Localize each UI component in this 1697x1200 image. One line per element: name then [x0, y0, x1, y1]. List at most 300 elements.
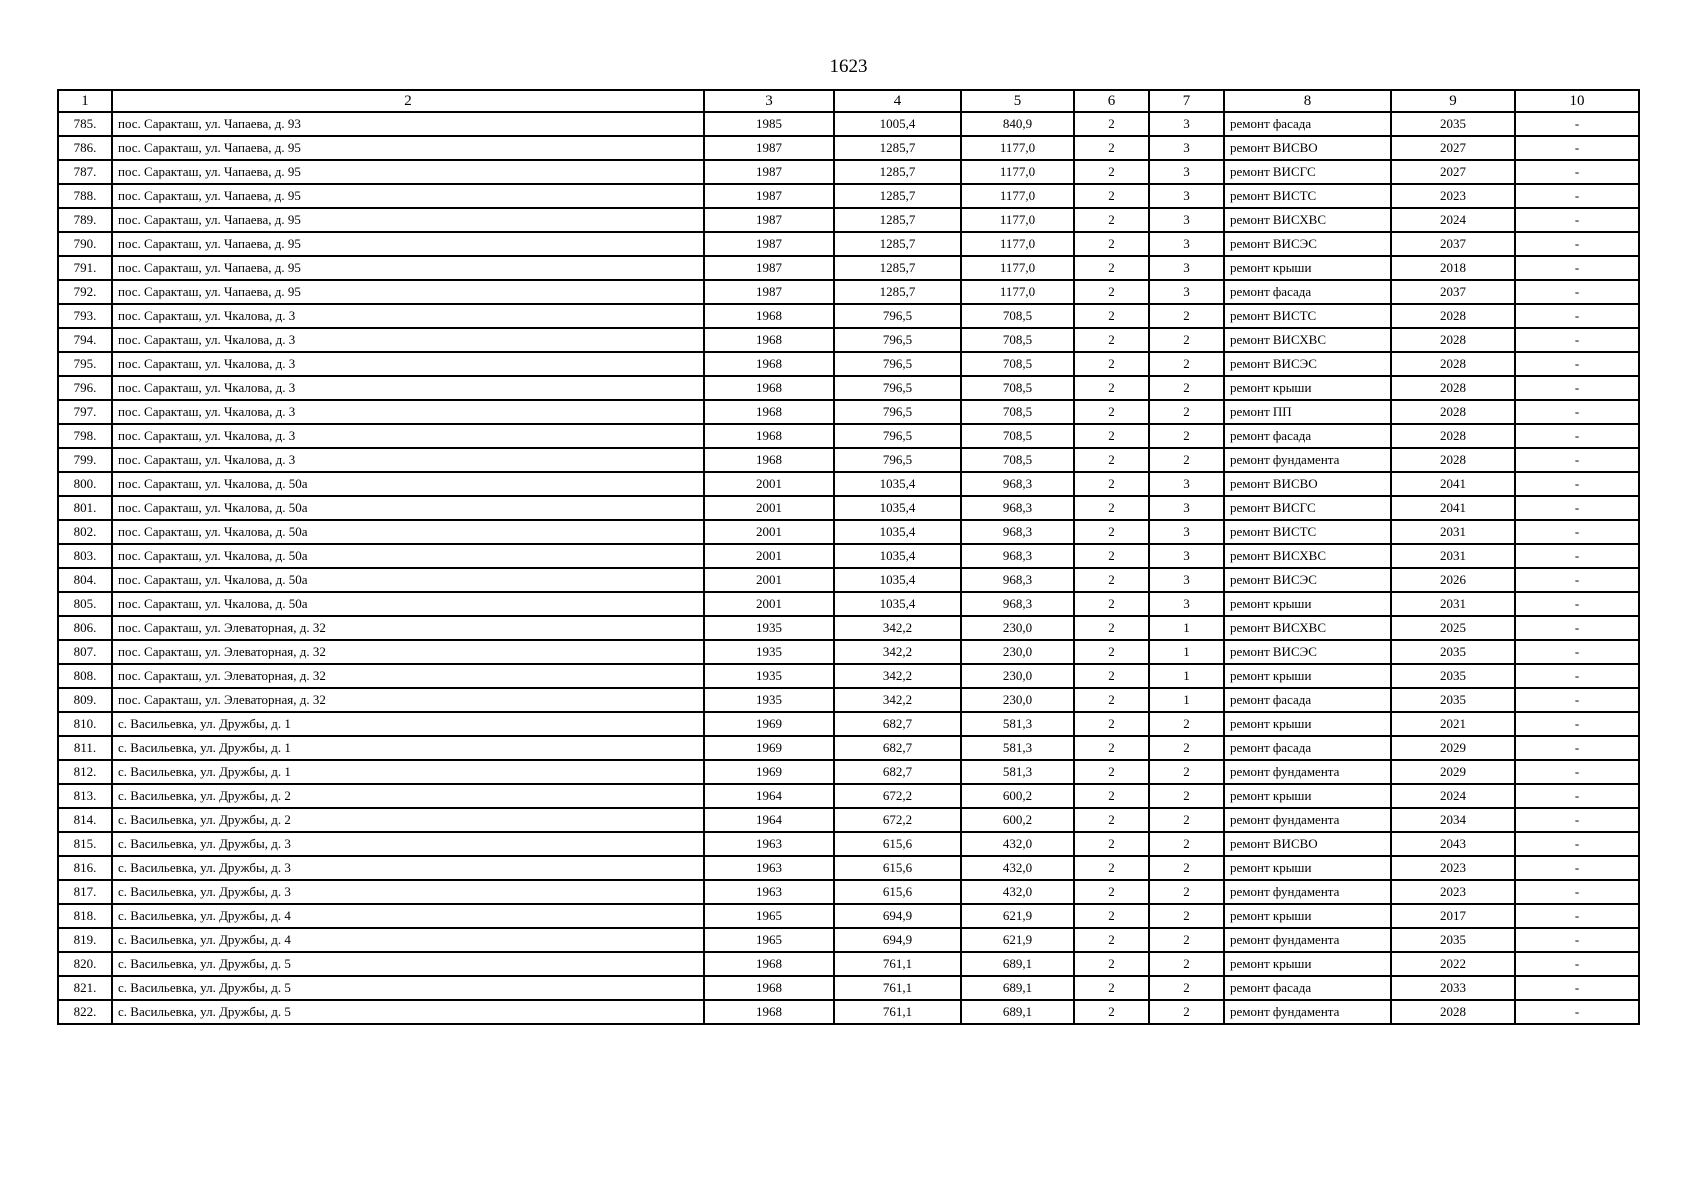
planned-year-cell: 2024 [1391, 784, 1515, 808]
total-area-cell: 796,5 [834, 304, 961, 328]
col-6-cell: 2 [1074, 832, 1149, 856]
header-cell-7: 7 [1149, 90, 1224, 112]
table-row [58, 736, 1639, 760]
col-10-cell: - [1515, 880, 1639, 904]
row-number-cell: 820. [58, 952, 112, 976]
col-7-cell: 3 [1149, 184, 1224, 208]
planned-year-cell: 2028 [1391, 304, 1515, 328]
table-row [58, 688, 1639, 712]
address-cell: пос. Саракташ, ул. Чапаева, д. 95 [112, 232, 704, 256]
table-row [58, 1000, 1639, 1024]
col-10-cell: - [1515, 232, 1639, 256]
row-number-cell: 814. [58, 808, 112, 832]
total-area-cell: 1035,4 [834, 520, 961, 544]
col-6-cell: 2 [1074, 976, 1149, 1000]
table-row [58, 400, 1639, 424]
col-10-cell: - [1515, 688, 1639, 712]
address-cell: с. Васильевка, ул. Дружбы, д. 2 [112, 784, 704, 808]
total-area-cell: 796,5 [834, 376, 961, 400]
col-7-cell: 2 [1149, 712, 1224, 736]
planned-year-cell: 2033 [1391, 976, 1515, 1000]
living-area-cell: 621,9 [961, 904, 1074, 928]
total-area-cell: 672,2 [834, 808, 961, 832]
year-built-cell: 1968 [704, 424, 834, 448]
work-type-cell: ремонт ВИСХВС [1224, 328, 1391, 352]
row-number-cell: 805. [58, 592, 112, 616]
work-type-cell: ремонт фундамента [1224, 808, 1391, 832]
table-row [58, 904, 1639, 928]
living-area-cell: 708,5 [961, 448, 1074, 472]
year-built-cell: 1935 [704, 688, 834, 712]
col-7-cell: 2 [1149, 904, 1224, 928]
total-area-cell: 615,6 [834, 856, 961, 880]
col-7-cell: 2 [1149, 736, 1224, 760]
total-area-cell: 761,1 [834, 952, 961, 976]
col-10-cell: - [1515, 520, 1639, 544]
address-cell: пос. Саракташ, ул. Чкалова, д. 3 [112, 448, 704, 472]
address-cell: пос. Саракташ, ул. Чкалова, д. 50а [112, 592, 704, 616]
total-area-cell: 342,2 [834, 664, 961, 688]
row-number-cell: 803. [58, 544, 112, 568]
col-6-cell: 2 [1074, 688, 1149, 712]
living-area-cell: 600,2 [961, 784, 1074, 808]
year-built-cell: 1964 [704, 808, 834, 832]
year-built-cell: 1964 [704, 784, 834, 808]
col-7-cell: 3 [1149, 472, 1224, 496]
col-10-cell: - [1515, 664, 1639, 688]
col-10-cell: - [1515, 496, 1639, 520]
living-area-cell: 708,5 [961, 400, 1074, 424]
row-number-cell: 822. [58, 1000, 112, 1024]
row-number-cell: 794. [58, 328, 112, 352]
row-number-cell: 815. [58, 832, 112, 856]
table-row [58, 232, 1639, 256]
year-built-cell: 1968 [704, 304, 834, 328]
col-7-cell: 3 [1149, 568, 1224, 592]
work-type-cell: ремонт фасада [1224, 976, 1391, 1000]
col-7-cell: 2 [1149, 304, 1224, 328]
col-10-cell: - [1515, 640, 1639, 664]
row-number-cell: 799. [58, 448, 112, 472]
total-area-cell: 342,2 [834, 640, 961, 664]
living-area-cell: 1177,0 [961, 160, 1074, 184]
col-10-cell: - [1515, 352, 1639, 376]
year-built-cell: 1965 [704, 904, 834, 928]
work-type-cell: ремонт крыши [1224, 712, 1391, 736]
work-type-cell: ремонт крыши [1224, 856, 1391, 880]
living-area-cell: 968,3 [961, 496, 1074, 520]
address-cell: пос. Саракташ, ул. Чкалова, д. 50а [112, 520, 704, 544]
work-type-cell: ремонт крыши [1224, 784, 1391, 808]
col-10-cell: - [1515, 400, 1639, 424]
planned-year-cell: 2023 [1391, 856, 1515, 880]
total-area-cell: 615,6 [834, 832, 961, 856]
row-number-cell: 798. [58, 424, 112, 448]
total-area-cell: 1285,7 [834, 256, 961, 280]
living-area-cell: 968,3 [961, 520, 1074, 544]
address-cell: с. Васильевка, ул. Дружбы, д. 2 [112, 808, 704, 832]
col-10-cell: - [1515, 424, 1639, 448]
table-row [58, 784, 1639, 808]
year-built-cell: 1969 [704, 712, 834, 736]
table-row [58, 256, 1639, 280]
table-row [58, 712, 1639, 736]
living-area-cell: 840,9 [961, 112, 1074, 136]
year-built-cell: 1987 [704, 184, 834, 208]
col-10-cell: - [1515, 184, 1639, 208]
work-type-cell: ремонт ВИСТС [1224, 520, 1391, 544]
work-type-cell: ремонт ВИСВО [1224, 832, 1391, 856]
row-number-cell: 817. [58, 880, 112, 904]
table-row [58, 472, 1639, 496]
living-area-cell: 432,0 [961, 856, 1074, 880]
living-area-cell: 1177,0 [961, 256, 1074, 280]
table-row [58, 208, 1639, 232]
col-6-cell: 2 [1074, 568, 1149, 592]
col-7-cell: 3 [1149, 112, 1224, 136]
year-built-cell: 1968 [704, 352, 834, 376]
total-area-cell: 1005,4 [834, 112, 961, 136]
year-built-cell: 1968 [704, 1000, 834, 1024]
living-area-cell: 600,2 [961, 808, 1074, 832]
col-6-cell: 2 [1074, 352, 1149, 376]
address-cell: пос. Саракташ, ул. Чкалова, д. 50а [112, 544, 704, 568]
address-cell: пос. Саракташ, ул. Элеваторная, д. 32 [112, 616, 704, 640]
planned-year-cell: 2034 [1391, 808, 1515, 832]
total-area-cell: 342,2 [834, 616, 961, 640]
col-10-cell: - [1515, 376, 1639, 400]
row-number-cell: 806. [58, 616, 112, 640]
col-6-cell: 2 [1074, 136, 1149, 160]
year-built-cell: 1987 [704, 136, 834, 160]
address-cell: пос. Саракташ, ул. Чапаева, д. 95 [112, 160, 704, 184]
total-area-cell: 796,5 [834, 424, 961, 448]
planned-year-cell: 2029 [1391, 736, 1515, 760]
address-cell: с. Васильевка, ул. Дружбы, д. 1 [112, 712, 704, 736]
year-built-cell: 1968 [704, 952, 834, 976]
total-area-cell: 761,1 [834, 976, 961, 1000]
total-area-cell: 1035,4 [834, 592, 961, 616]
total-area-cell: 1285,7 [834, 136, 961, 160]
col-6-cell: 2 [1074, 448, 1149, 472]
year-built-cell: 1963 [704, 832, 834, 856]
address-cell: пос. Саракташ, ул. Чкалова, д. 3 [112, 352, 704, 376]
planned-year-cell: 2035 [1391, 664, 1515, 688]
address-cell: пос. Саракташ, ул. Чапаева, д. 93 [112, 112, 704, 136]
col-7-cell: 3 [1149, 544, 1224, 568]
living-area-cell: 581,3 [961, 736, 1074, 760]
year-built-cell: 1985 [704, 112, 834, 136]
planned-year-cell: 2031 [1391, 520, 1515, 544]
table-row [58, 616, 1639, 640]
col-10-cell: - [1515, 784, 1639, 808]
table-row [58, 160, 1639, 184]
planned-year-cell: 2043 [1391, 832, 1515, 856]
total-area-cell: 1285,7 [834, 232, 961, 256]
address-cell: пос. Саракташ, ул. Элеваторная, д. 32 [112, 640, 704, 664]
table-row [58, 328, 1639, 352]
table-row [58, 304, 1639, 328]
row-number-cell: 807. [58, 640, 112, 664]
col-7-cell: 2 [1149, 1000, 1224, 1024]
col-7-cell: 2 [1149, 928, 1224, 952]
address-cell: с. Васильевка, ул. Дружбы, д. 3 [112, 880, 704, 904]
living-area-cell: 708,5 [961, 304, 1074, 328]
col-10-cell: - [1515, 808, 1639, 832]
row-number-cell: 800. [58, 472, 112, 496]
col-7-cell: 2 [1149, 856, 1224, 880]
table-row [58, 136, 1639, 160]
living-area-cell: 689,1 [961, 976, 1074, 1000]
address-cell: пос. Саракташ, ул. Чкалова, д. 3 [112, 376, 704, 400]
year-built-cell: 2001 [704, 592, 834, 616]
header-cell-8: 8 [1224, 90, 1391, 112]
row-number-cell: 816. [58, 856, 112, 880]
work-type-cell: ремонт фундамента [1224, 448, 1391, 472]
address-cell: с. Васильевка, ул. Дружбы, д. 1 [112, 760, 704, 784]
address-cell: пос. Саракташ, ул. Чапаева, д. 95 [112, 136, 704, 160]
col-7-cell: 2 [1149, 976, 1224, 1000]
col-6-cell: 2 [1074, 904, 1149, 928]
address-cell: с. Васильевка, ул. Дружбы, д. 3 [112, 832, 704, 856]
work-type-cell: ремонт ВИСТС [1224, 304, 1391, 328]
address-cell: с. Васильевка, ул. Дружбы, д. 5 [112, 1000, 704, 1024]
year-built-cell: 1965 [704, 928, 834, 952]
row-number-cell: 801. [58, 496, 112, 520]
planned-year-cell: 2028 [1391, 400, 1515, 424]
col-10-cell: - [1515, 616, 1639, 640]
col-10-cell: - [1515, 592, 1639, 616]
col-10-cell: - [1515, 1000, 1639, 1024]
living-area-cell: 708,5 [961, 424, 1074, 448]
year-built-cell: 1987 [704, 280, 834, 304]
year-built-cell: 1963 [704, 856, 834, 880]
address-cell: пос. Саракташ, ул. Элеваторная, д. 32 [112, 664, 704, 688]
year-built-cell: 1969 [704, 760, 834, 784]
work-type-cell: ремонт ВИСХВС [1224, 544, 1391, 568]
work-type-cell: ремонт ВИСХВС [1224, 208, 1391, 232]
planned-year-cell: 2041 [1391, 496, 1515, 520]
col-10-cell: - [1515, 544, 1639, 568]
work-type-cell: ремонт ВИСЭС [1224, 232, 1391, 256]
address-cell: с. Васильевка, ул. Дружбы, д. 3 [112, 856, 704, 880]
planned-year-cell: 2022 [1391, 952, 1515, 976]
page-number: 1623 [829, 56, 868, 77]
address-cell: с. Васильевка, ул. Дружбы, д. 4 [112, 928, 704, 952]
total-area-cell: 1035,4 [834, 496, 961, 520]
col-7-cell: 2 [1149, 952, 1224, 976]
row-number-cell: 813. [58, 784, 112, 808]
table-row [58, 568, 1639, 592]
address-cell: с. Васильевка, ул. Дружбы, д. 1 [112, 736, 704, 760]
work-type-cell: ремонт ВИСТС [1224, 184, 1391, 208]
col-10-cell: - [1515, 328, 1639, 352]
total-area-cell: 694,9 [834, 904, 961, 928]
work-type-cell: ремонт фасада [1224, 736, 1391, 760]
col-10-cell: - [1515, 928, 1639, 952]
total-area-cell: 682,7 [834, 760, 961, 784]
col-10-cell: - [1515, 760, 1639, 784]
planned-year-cell: 2024 [1391, 208, 1515, 232]
col-6-cell: 2 [1074, 232, 1149, 256]
work-type-cell: ремонт ВИСХВС [1224, 616, 1391, 640]
col-7-cell: 2 [1149, 376, 1224, 400]
col-7-cell: 3 [1149, 256, 1224, 280]
row-number-cell: 789. [58, 208, 112, 232]
address-cell: пос. Саракташ, ул. Чкалова, д. 50а [112, 568, 704, 592]
work-type-cell: ремонт ВИСГС [1224, 496, 1391, 520]
row-number-cell: 787. [58, 160, 112, 184]
year-built-cell: 2001 [704, 496, 834, 520]
total-area-cell: 694,9 [834, 928, 961, 952]
work-type-cell: ремонт ВИСВО [1224, 472, 1391, 496]
address-cell: с. Васильевка, ул. Дружбы, д. 4 [112, 904, 704, 928]
work-type-cell: ремонт фасада [1224, 112, 1391, 136]
planned-year-cell: 2018 [1391, 256, 1515, 280]
row-number-cell: 797. [58, 400, 112, 424]
table-row [58, 928, 1639, 952]
row-number-cell: 786. [58, 136, 112, 160]
work-type-cell: ремонт ВИСГС [1224, 160, 1391, 184]
address-cell: пос. Саракташ, ул. Чкалова, д. 50а [112, 472, 704, 496]
year-built-cell: 1935 [704, 616, 834, 640]
living-area-cell: 968,3 [961, 568, 1074, 592]
planned-year-cell: 2035 [1391, 112, 1515, 136]
table-row [58, 664, 1639, 688]
work-type-cell: ремонт ВИСЭС [1224, 352, 1391, 376]
col-6-cell: 2 [1074, 952, 1149, 976]
total-area-cell: 796,5 [834, 352, 961, 376]
header-cell-3: 3 [704, 90, 834, 112]
col-10-cell: - [1515, 976, 1639, 1000]
col-10-cell: - [1515, 304, 1639, 328]
living-area-cell: 708,5 [961, 376, 1074, 400]
col-7-cell: 2 [1149, 352, 1224, 376]
year-built-cell: 1969 [704, 736, 834, 760]
planned-year-cell: 2028 [1391, 376, 1515, 400]
row-number-cell: 796. [58, 376, 112, 400]
address-cell: пос. Саракташ, ул. Чапаева, д. 95 [112, 256, 704, 280]
col-7-cell: 2 [1149, 328, 1224, 352]
address-cell: с. Васильевка, ул. Дружбы, д. 5 [112, 952, 704, 976]
col-6-cell: 2 [1074, 304, 1149, 328]
col-7-cell: 2 [1149, 832, 1224, 856]
col-7-cell: 1 [1149, 616, 1224, 640]
planned-year-cell: 2027 [1391, 160, 1515, 184]
row-number-cell: 804. [58, 568, 112, 592]
col-6-cell: 2 [1074, 256, 1149, 280]
work-type-cell: ремонт ПП [1224, 400, 1391, 424]
work-type-cell: ремонт фасада [1224, 280, 1391, 304]
table-row [58, 352, 1639, 376]
year-built-cell: 1987 [704, 208, 834, 232]
row-number-cell: 809. [58, 688, 112, 712]
col-6-cell: 2 [1074, 784, 1149, 808]
table-row [58, 952, 1639, 976]
planned-year-cell: 2031 [1391, 592, 1515, 616]
col-10-cell: - [1515, 736, 1639, 760]
work-type-cell: ремонт крыши [1224, 592, 1391, 616]
row-number-cell: 785. [58, 112, 112, 136]
living-area-cell: 968,3 [961, 544, 1074, 568]
table-row [58, 376, 1639, 400]
col-6-cell: 2 [1074, 880, 1149, 904]
col-6-cell: 2 [1074, 280, 1149, 304]
header-cell-1: 1 [58, 90, 112, 112]
row-number-cell: 812. [58, 760, 112, 784]
planned-year-cell: 2025 [1391, 616, 1515, 640]
col-7-cell: 1 [1149, 664, 1224, 688]
table-row [58, 520, 1639, 544]
col-10-cell: - [1515, 832, 1639, 856]
work-type-cell: ремонт фундамента [1224, 880, 1391, 904]
col-6-cell: 2 [1074, 664, 1149, 688]
planned-year-cell: 2028 [1391, 352, 1515, 376]
col-6-cell: 2 [1074, 328, 1149, 352]
table-row [58, 832, 1639, 856]
work-type-cell: ремонт крыши [1224, 904, 1391, 928]
col-7-cell: 3 [1149, 496, 1224, 520]
table-row [58, 448, 1639, 472]
table-row [58, 496, 1639, 520]
total-area-cell: 1035,4 [834, 472, 961, 496]
col-7-cell: 2 [1149, 400, 1224, 424]
col-6-cell: 2 [1074, 544, 1149, 568]
living-area-cell: 230,0 [961, 688, 1074, 712]
table-header [58, 90, 1639, 112]
year-built-cell: 2001 [704, 520, 834, 544]
planned-year-cell: 2037 [1391, 232, 1515, 256]
total-area-cell: 342,2 [834, 688, 961, 712]
total-area-cell: 682,7 [834, 736, 961, 760]
address-cell: пос. Саракташ, ул. Чапаева, д. 95 [112, 208, 704, 232]
header-cell-2: 2 [112, 90, 704, 112]
total-area-cell: 682,7 [834, 712, 961, 736]
col-7-cell: 3 [1149, 520, 1224, 544]
address-cell: пос. Саракташ, ул. Чкалова, д. 3 [112, 424, 704, 448]
work-type-cell: ремонт ВИСЭС [1224, 640, 1391, 664]
work-type-cell: ремонт крыши [1224, 376, 1391, 400]
work-type-cell: ремонт крыши [1224, 952, 1391, 976]
col-10-cell: - [1515, 256, 1639, 280]
living-area-cell: 1177,0 [961, 184, 1074, 208]
total-area-cell: 1285,7 [834, 208, 961, 232]
col-7-cell: 1 [1149, 688, 1224, 712]
table-row [58, 592, 1639, 616]
col-7-cell: 3 [1149, 232, 1224, 256]
address-cell: с. Васильевка, ул. Дружбы, д. 5 [112, 976, 704, 1000]
col-6-cell: 2 [1074, 928, 1149, 952]
address-cell: пос. Саракташ, ул. Чапаева, д. 95 [112, 280, 704, 304]
planned-year-cell: 2021 [1391, 712, 1515, 736]
planned-year-cell: 2029 [1391, 760, 1515, 784]
living-area-cell: 230,0 [961, 616, 1074, 640]
planned-year-cell: 2037 [1391, 280, 1515, 304]
total-area-cell: 761,1 [834, 1000, 961, 1024]
planned-year-cell: 2035 [1391, 688, 1515, 712]
living-area-cell: 1177,0 [961, 208, 1074, 232]
col-6-cell: 2 [1074, 376, 1149, 400]
row-number-cell: 795. [58, 352, 112, 376]
planned-year-cell: 2028 [1391, 448, 1515, 472]
year-built-cell: 1987 [704, 160, 834, 184]
header-cell-4: 4 [834, 90, 961, 112]
row-number-cell: 791. [58, 256, 112, 280]
row-number-cell: 811. [58, 736, 112, 760]
total-area-cell: 672,2 [834, 784, 961, 808]
table-row [58, 976, 1639, 1000]
col-10-cell: - [1515, 856, 1639, 880]
